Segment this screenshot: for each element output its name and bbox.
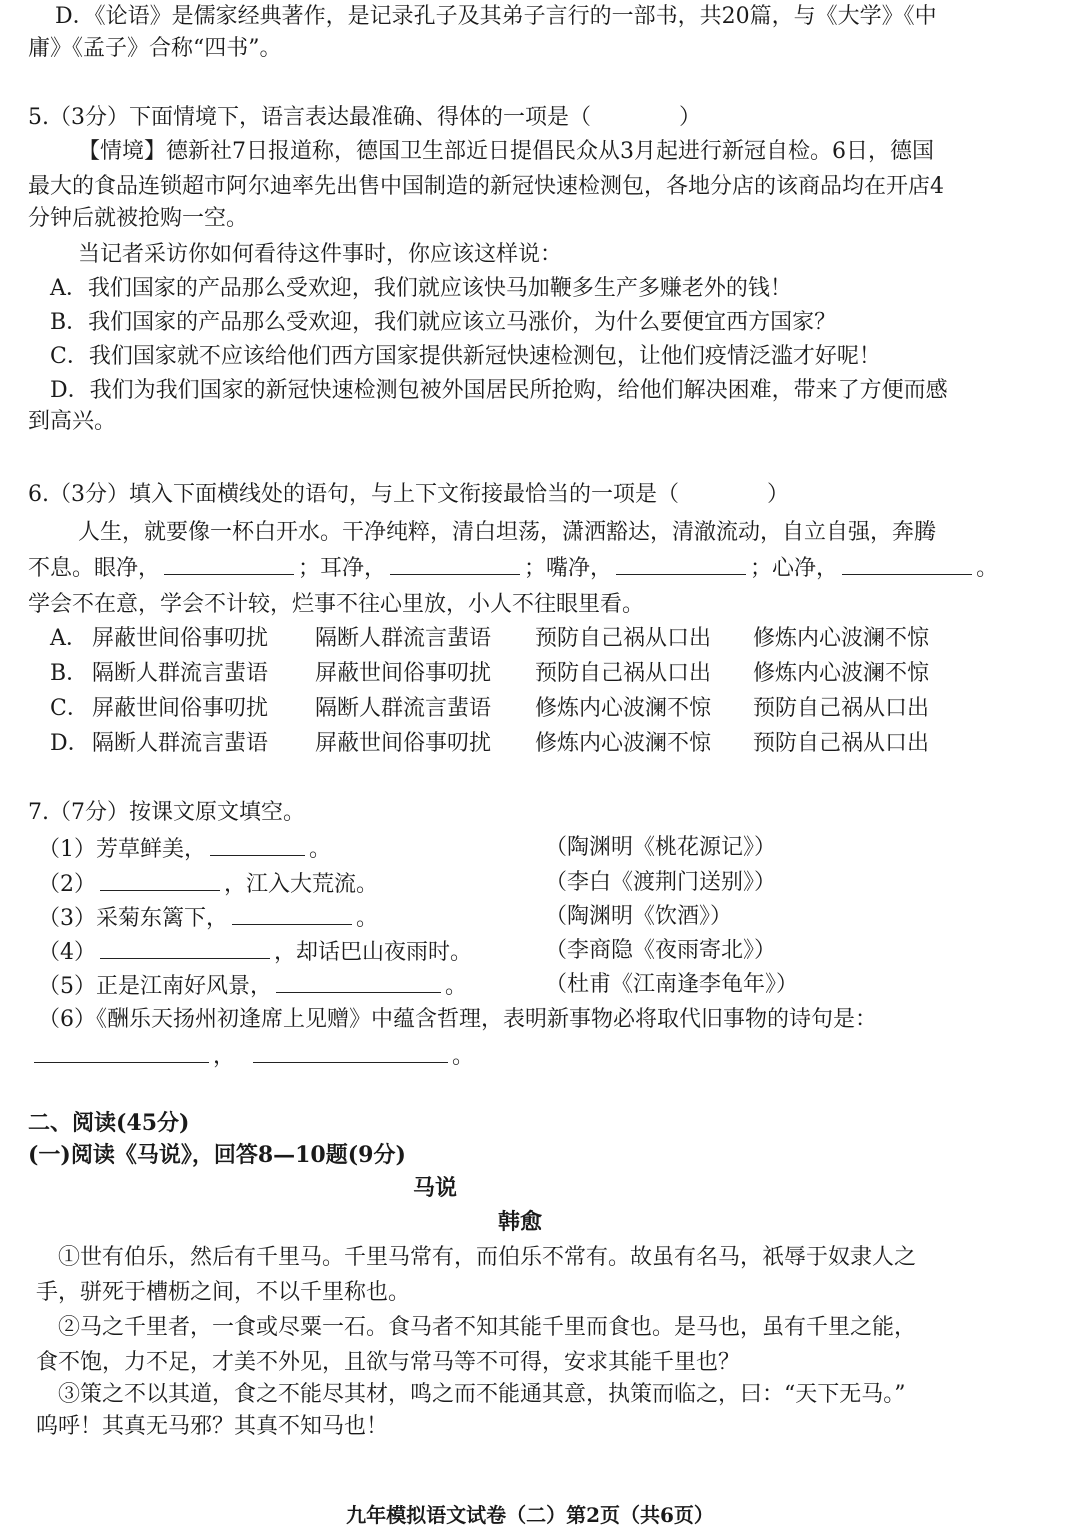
q6-option-label: A． <box>50 626 88 651</box>
q6-option-cell: 屏蔽世间俗事叨扰 <box>92 696 269 721</box>
page-footer <box>0 1500 1080 1530</box>
q7-item-source: （李商隐《夜雨寄北》） <box>545 938 777 963</box>
q6-option-cell: 预防自己祸从口出 <box>535 626 712 651</box>
q7-blank-1[interactable] <box>210 833 305 856</box>
q7-item-post: 。 <box>356 906 379 931</box>
q7-item-pre: （4） <box>38 940 96 965</box>
q6-option-cell: 屏蔽世间俗事叨扰 <box>315 661 492 686</box>
passage-author <box>0 1207 1080 1237</box>
q5-option-d-line1: D．我们为我们国家的新冠快速检测包被外国居民所抢购，给他们解决困难，带来了方便而感 <box>50 378 948 403</box>
q7-item-post: ，却话巴山夜雨时。 <box>274 940 473 965</box>
q6-text-part3: ；嘴净， <box>524 556 613 581</box>
passage-title-text: 马说 <box>412 1175 457 1201</box>
q6-option-cell: 屏蔽世间俗事叨扰 <box>92 626 269 651</box>
q6-text-part5: 。 <box>976 556 999 581</box>
q7-blank-4[interactable] <box>100 936 270 959</box>
q6-blank-3[interactable] <box>616 552 746 575</box>
q7-item-6-comma: ， <box>213 1044 236 1069</box>
q7-blank-6b[interactable] <box>253 1040 448 1063</box>
q4-option-d-line2: 庸》《孟子》合称“四书”。 <box>28 36 282 61</box>
q7-item-source: （李白《渡荆门送别》） <box>545 870 777 895</box>
q5-context-line3: 分钟后就被抢购一空。 <box>28 206 249 231</box>
q6-option-cell: 修炼内心波澜不惊 <box>535 731 712 756</box>
sub-heading: (一)阅读《马说》，回答8—10题(9分) <box>28 1142 406 1168</box>
q6-text-line3: 学会不在意，学会不计较，烂事不往心里放，小人不往眼里看。 <box>28 592 645 617</box>
section-heading: 二、阅读(45分) <box>28 1110 190 1136</box>
passage-para1-line2: 手，骈死于槽枥之间，不以千里称也。 <box>36 1280 411 1305</box>
q5-option-c: C．我们国家就不应该给他们西方国家提供新冠快速检测包，让他们疫情泛滥才好呢！ <box>50 344 881 369</box>
q7-stem: 7.（7分）按课文原文填空。 <box>28 800 305 825</box>
passage-para1-line1: ①世有伯乐，然后有千里马。千里马常有，而伯乐不常有。故虽有名马，祇辱于奴隶人之 <box>58 1245 917 1270</box>
q6-option-label: C． <box>50 696 89 721</box>
q5-prompt: 当记者采访你如何看待这件事时，你应该这样说： <box>78 242 563 267</box>
q6-text-line1: 人生，就要像一杯白开水。干净纯粹，清白坦荡，潇洒豁达，清澈流动，自立自强，奔腾 <box>78 520 937 545</box>
passage-para3-line1: ③策之不以其道，食之不能尽其材，鸣之而不能通其意，执策而临之，曰：“天下无马。” <box>58 1382 906 1407</box>
q6-option-cell: 修炼内心波澜不惊 <box>753 626 930 651</box>
q7-item-source: （杜甫《江南逢李龟年》） <box>545 972 799 997</box>
q5-context-line1: 【情境】德新社7日报道称，德国卫生部近日提倡民众从3月起进行新冠自检。6日，德国 <box>78 139 934 164</box>
q4-option-d-line1: D．《论语》是儒家经典著作，是记录孔子及其弟子言行的一部书，共20篇，与《大学》《中 <box>55 4 937 29</box>
q7-item-post: 。 <box>445 974 468 999</box>
q7-blank-2[interactable] <box>100 868 220 891</box>
passage-title <box>0 1173 1080 1203</box>
q6-option-cell: 隔断人群流言蜚语 <box>315 696 492 721</box>
q7-item-source: （陶渊明《饮酒》） <box>545 904 733 929</box>
q6-option-cell: 隔断人群流言蜚语 <box>315 626 492 651</box>
q6-option-cell: 隔断人群流言蜚语 <box>92 661 269 686</box>
q7-item-pre: （5）正是江南好风景， <box>38 974 272 999</box>
passage-para3-line2: 呜呼！其真无马邪？其真不知马也！ <box>36 1414 389 1439</box>
q6-option-cell: 预防自己祸从口出 <box>753 731 930 756</box>
q6-blank-4[interactable] <box>842 552 972 575</box>
passage-para2-line2: 食不饱，力不足，才美不外见，且欲与常马等不可得，安求其能千里也？ <box>36 1350 741 1375</box>
q7-item-6-end: 。 <box>452 1044 475 1069</box>
q6-option-cell: 隔断人群流言蜚语 <box>92 731 269 756</box>
q6-option-cell: 修炼内心波澜不惊 <box>535 696 712 721</box>
q7-item-pre: （1）芳草鲜美， <box>38 837 206 862</box>
q6-text-line2 <box>28 552 1080 584</box>
q6-option-cell: 预防自己祸从口出 <box>535 661 712 686</box>
q6-text-part2: ；耳净， <box>298 556 387 581</box>
q7-item-post: 。 <box>309 837 332 862</box>
q5-option-d-line2: 到高兴。 <box>28 409 117 434</box>
q6-option-label: B． <box>50 661 89 686</box>
q6-text-part1: 不息。眼净， <box>28 556 161 581</box>
q6-stem: 6.（3分）填入下面横线处的语句，与上下文衔接最恰当的一项是（ ） <box>28 482 789 507</box>
q5-context-line2: 最大的食品连锁超市阿尔迪率先出售中国制造的新冠快速检测包，各地分店的该商品均在开店4 <box>28 174 945 199</box>
q6-text-part4: ；心净， <box>750 556 839 581</box>
passage-para2-line1: ②马之千里者，一食或尽粟一石。食马者不知其能千里而食也。是马也，虽有千里之能， <box>58 1315 917 1340</box>
q6-blank-1[interactable] <box>164 552 294 575</box>
q7-item-pre: （3）采菊东篱下， <box>38 906 228 931</box>
q7-item-post: ，江入大荒流。 <box>224 872 379 897</box>
q6-option-label: D． <box>50 731 90 756</box>
page-footer-text: 九年模拟语文试卷（二）第2页（共6页） <box>346 1503 714 1527</box>
q7-item-pre: （2） <box>38 872 96 897</box>
q6-option-cell: 屏蔽世间俗事叨扰 <box>315 731 492 756</box>
q6-option-cell: 预防自己祸从口出 <box>753 696 930 721</box>
q7-item-6-answer <box>30 1040 1080 1072</box>
q7-blank-3[interactable] <box>232 902 352 925</box>
q6-option-cell: 修炼内心波澜不惊 <box>753 661 930 686</box>
q5-option-b: B．我们国家的产品那么受欢迎，我们就应该立马涨价，为什么要便宜西方国家？ <box>50 310 837 335</box>
q5-stem: 5.（3分）下面情境下，语言表达最准确、得体的一项是（ ） <box>28 105 701 130</box>
q7-blank-6a[interactable] <box>34 1040 209 1063</box>
q7-item-source: （陶渊明《桃花源记》） <box>545 835 777 860</box>
passage-author-text: 韩愈 <box>497 1209 542 1235</box>
q7-blank-5[interactable] <box>276 970 441 993</box>
q5-option-a: A．我们国家的产品那么受欢迎，我们就应该快马加鞭多生产多赚老外的钱！ <box>50 276 792 301</box>
q7-item-6: （6）《酬乐天扬州初逢席上见赠》中蕴含哲理，表明新事物必将取代旧事物的诗句是： <box>38 1007 877 1032</box>
q6-blank-2[interactable] <box>390 552 520 575</box>
